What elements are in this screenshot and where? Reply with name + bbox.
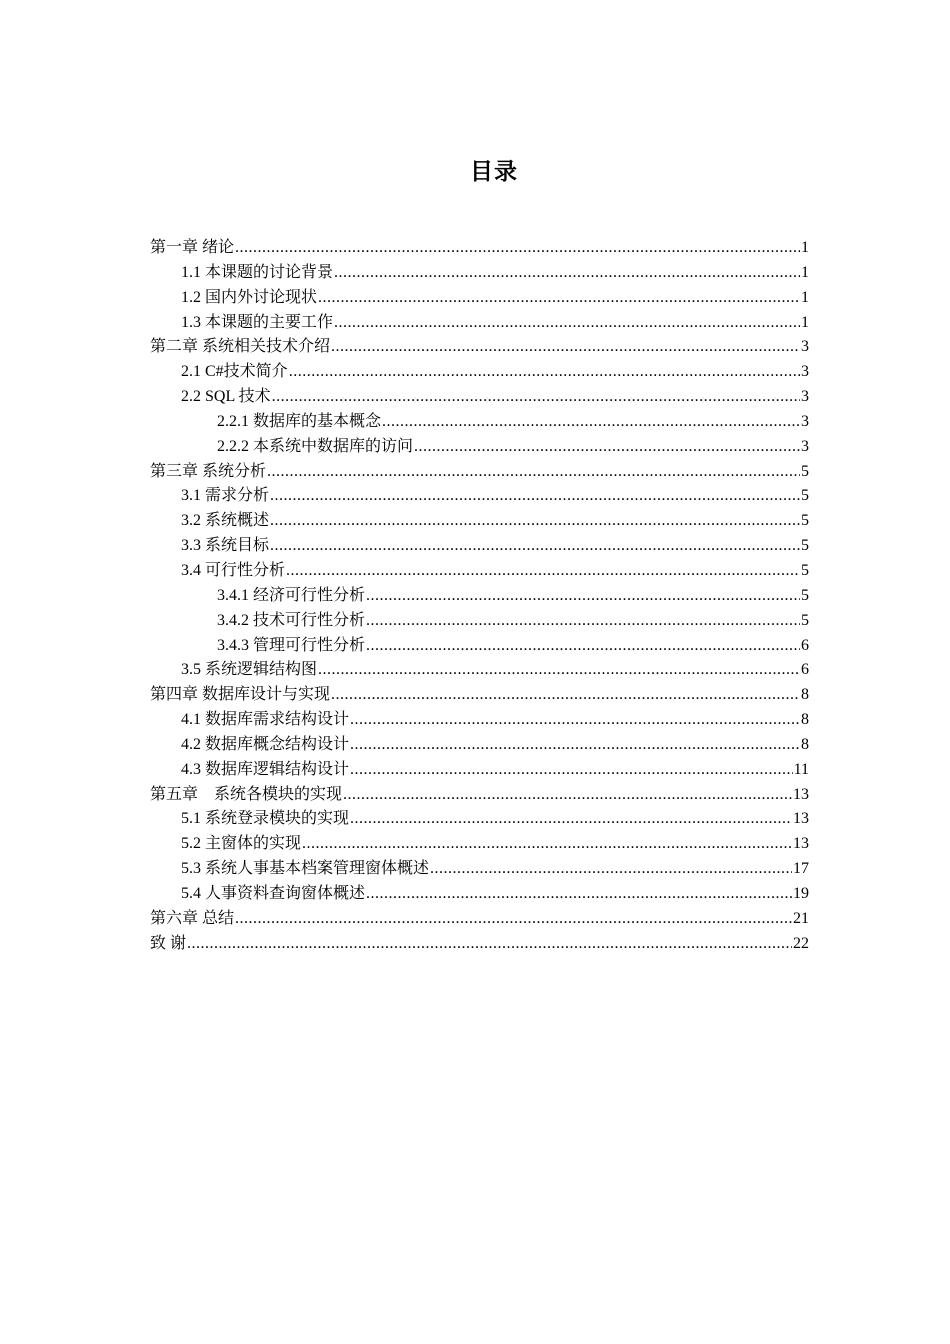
toc-entry-title: 5.2 主窗体的实现 xyxy=(181,835,302,853)
toc-entry[interactable] xyxy=(150,360,809,385)
toc-dot-leader xyxy=(331,683,800,708)
toc-page-number: 1 xyxy=(801,239,809,256)
toc-entry-title: 1.1 本课题的讨论背景 xyxy=(181,263,334,281)
toc-entry-title: 第三章 系统分析 xyxy=(150,462,267,480)
toc-dot-leader xyxy=(272,385,800,410)
toc-entry-title: 第一章 绪论 xyxy=(150,239,235,256)
toc-page-number: 8 xyxy=(801,686,809,704)
toc-entry[interactable] xyxy=(150,261,809,286)
toc-entry[interactable] xyxy=(150,559,809,584)
toc-page-number: 3 xyxy=(801,338,809,356)
toc-entry[interactable] xyxy=(150,509,809,534)
toc-entry-title: 3.3 系统目标 xyxy=(181,537,270,555)
toc-entry[interactable] xyxy=(150,907,809,932)
toc-dot-leader xyxy=(270,509,800,534)
toc-page-number: 13 xyxy=(793,810,809,828)
toc-entry[interactable] xyxy=(150,882,809,907)
toc-page-number: 8 xyxy=(801,711,809,729)
toc-entry-title: 2.2 SQL 技术 xyxy=(181,388,271,406)
toc-entry[interactable] xyxy=(150,311,809,336)
toc-entry[interactable] xyxy=(150,335,809,360)
toc-entry-title: 5.3 系统人事基本档案管理窗体概述 xyxy=(181,860,430,878)
toc-page-number: 3 xyxy=(801,363,809,381)
toc-entry[interactable] xyxy=(150,484,809,509)
toc-entry-title: 第四章 数据库设计与实现 xyxy=(150,686,331,704)
table-of-contents xyxy=(150,236,809,956)
toc-entry-title: 5.4 人事资料查询窗体概述 xyxy=(181,884,366,902)
toc-entry-title: 3.4 可行性分析 xyxy=(181,561,286,579)
toc-page-number: 6 xyxy=(801,636,809,654)
toc-dot-leader xyxy=(267,460,800,485)
toc-entry[interactable] xyxy=(150,683,809,708)
toc-entry-title: 2.2.2 本系统中数据库的访问 xyxy=(217,437,414,455)
toc-entry[interactable] xyxy=(150,584,809,609)
toc-page-number: 3 xyxy=(801,412,809,430)
toc-page-number: 1 xyxy=(801,313,809,331)
toc-dot-leader xyxy=(331,335,800,360)
toc-entry-title: 第六章 总结 xyxy=(150,909,235,927)
toc-entry-title: 5.1 系统登录模块的实现 xyxy=(181,810,350,828)
toc-entry[interactable] xyxy=(150,857,809,882)
toc-dot-leader xyxy=(334,311,800,336)
toc-dot-leader xyxy=(270,484,800,509)
toc-page-number: 13 xyxy=(793,835,809,853)
toc-dot-leader xyxy=(366,584,800,609)
toc-entry[interactable] xyxy=(150,733,809,758)
toc-dot-leader xyxy=(366,882,792,907)
toc-entry[interactable] xyxy=(150,460,809,485)
toc-entry-title: 2.2.1 数据库的基本概念 xyxy=(217,412,382,430)
toc-dot-leader xyxy=(350,708,800,733)
toc-dot-leader xyxy=(350,758,793,783)
toc-entry[interactable] xyxy=(150,286,809,311)
toc-dot-leader xyxy=(302,832,792,857)
toc-entry-title: 2.1 C#技术简介 xyxy=(181,363,288,381)
toc-dot-leader xyxy=(289,360,800,385)
toc-entry-title: 3.2 系统概述 xyxy=(181,512,270,530)
toc-entry[interactable] xyxy=(150,708,809,733)
toc-entry[interactable] xyxy=(150,385,809,410)
toc-page-number: 11 xyxy=(793,760,809,778)
toc-dot-leader xyxy=(366,609,800,634)
toc-entry-title: 4.3 数据库逻辑结构设计 xyxy=(181,760,350,778)
toc-page-number: 3 xyxy=(801,388,809,406)
toc-dot-leader xyxy=(270,534,800,559)
toc-dot-leader xyxy=(187,932,792,957)
toc-page-number: 5 xyxy=(801,586,809,604)
toc-page-number: 13 xyxy=(793,785,809,803)
toc-dot-leader xyxy=(414,435,800,460)
toc-page-number: 6 xyxy=(801,661,809,679)
toc-page-number: 5 xyxy=(801,561,809,579)
toc-page-number: 8 xyxy=(801,735,809,753)
toc-entry-title: 3.4.1 经济可行性分析 xyxy=(217,586,366,604)
toc-entry-title: 第五章 系统各模块的实现 xyxy=(150,785,343,803)
toc-entry[interactable] xyxy=(150,658,809,683)
toc-entry[interactable] xyxy=(150,236,809,261)
toc-dot-leader xyxy=(343,783,792,808)
toc-page-number: 19 xyxy=(793,884,809,902)
toc-entry-title: 1.3 本课题的主要工作 xyxy=(181,313,334,331)
toc-entry[interactable] xyxy=(150,783,809,808)
toc-dot-leader xyxy=(366,634,800,659)
toc-dot-leader xyxy=(334,261,800,286)
toc-dot-leader xyxy=(430,857,792,882)
toc-entry[interactable] xyxy=(150,807,809,832)
toc-entry-title: 3.5 系统逻辑结构图 xyxy=(181,661,318,679)
toc-page-number: 1 xyxy=(801,263,809,281)
toc-page-number: 21 xyxy=(793,909,809,927)
toc-dot-leader xyxy=(382,410,800,435)
toc-title: 目录 xyxy=(470,159,518,185)
toc-page-number: 17 xyxy=(793,860,809,878)
toc-entry-title: 3.1 需求分析 xyxy=(181,487,270,505)
toc-page-number: 5 xyxy=(801,512,809,530)
toc-entry-title: 1.2 国内外讨论现状 xyxy=(181,288,318,306)
toc-dot-leader xyxy=(286,559,800,584)
toc-entry-title: 第二章 系统相关技术介绍 xyxy=(150,338,331,356)
toc-entry[interactable] xyxy=(150,534,809,559)
toc-entry-title: 致 谢 xyxy=(150,934,187,952)
toc-entry-title: 3.4.3 管理可行性分析 xyxy=(217,636,366,654)
toc-entry-title: 4.1 数据库需求结构设计 xyxy=(181,711,350,729)
toc-entry[interactable] xyxy=(150,758,809,783)
toc-dot-leader xyxy=(350,807,792,832)
toc-dot-leader xyxy=(318,658,800,683)
toc-dot-leader xyxy=(318,286,800,311)
toc-entry-title: 3.4.2 技术可行性分析 xyxy=(217,611,366,629)
toc-page-number: 3 xyxy=(801,437,809,455)
toc-dot-leader xyxy=(235,907,792,932)
toc-page-number: 5 xyxy=(801,462,809,480)
toc-entry[interactable] xyxy=(150,609,809,634)
toc-page-number: 1 xyxy=(801,288,809,306)
toc-entry[interactable] xyxy=(150,932,809,957)
toc-dot-leader xyxy=(235,236,800,261)
toc-entry[interactable] xyxy=(150,435,809,460)
toc-entry[interactable] xyxy=(150,410,809,435)
toc-dot-leader xyxy=(350,733,800,758)
toc-entry-title: 4.2 数据库概念结构设计 xyxy=(181,735,350,753)
toc-page-number: 5 xyxy=(801,537,809,555)
toc-page-number: 5 xyxy=(801,487,809,505)
toc-page-number: 5 xyxy=(801,611,809,629)
toc-entry[interactable] xyxy=(150,832,809,857)
toc-page-number: 22 xyxy=(793,934,809,952)
toc-entry[interactable] xyxy=(150,634,809,659)
